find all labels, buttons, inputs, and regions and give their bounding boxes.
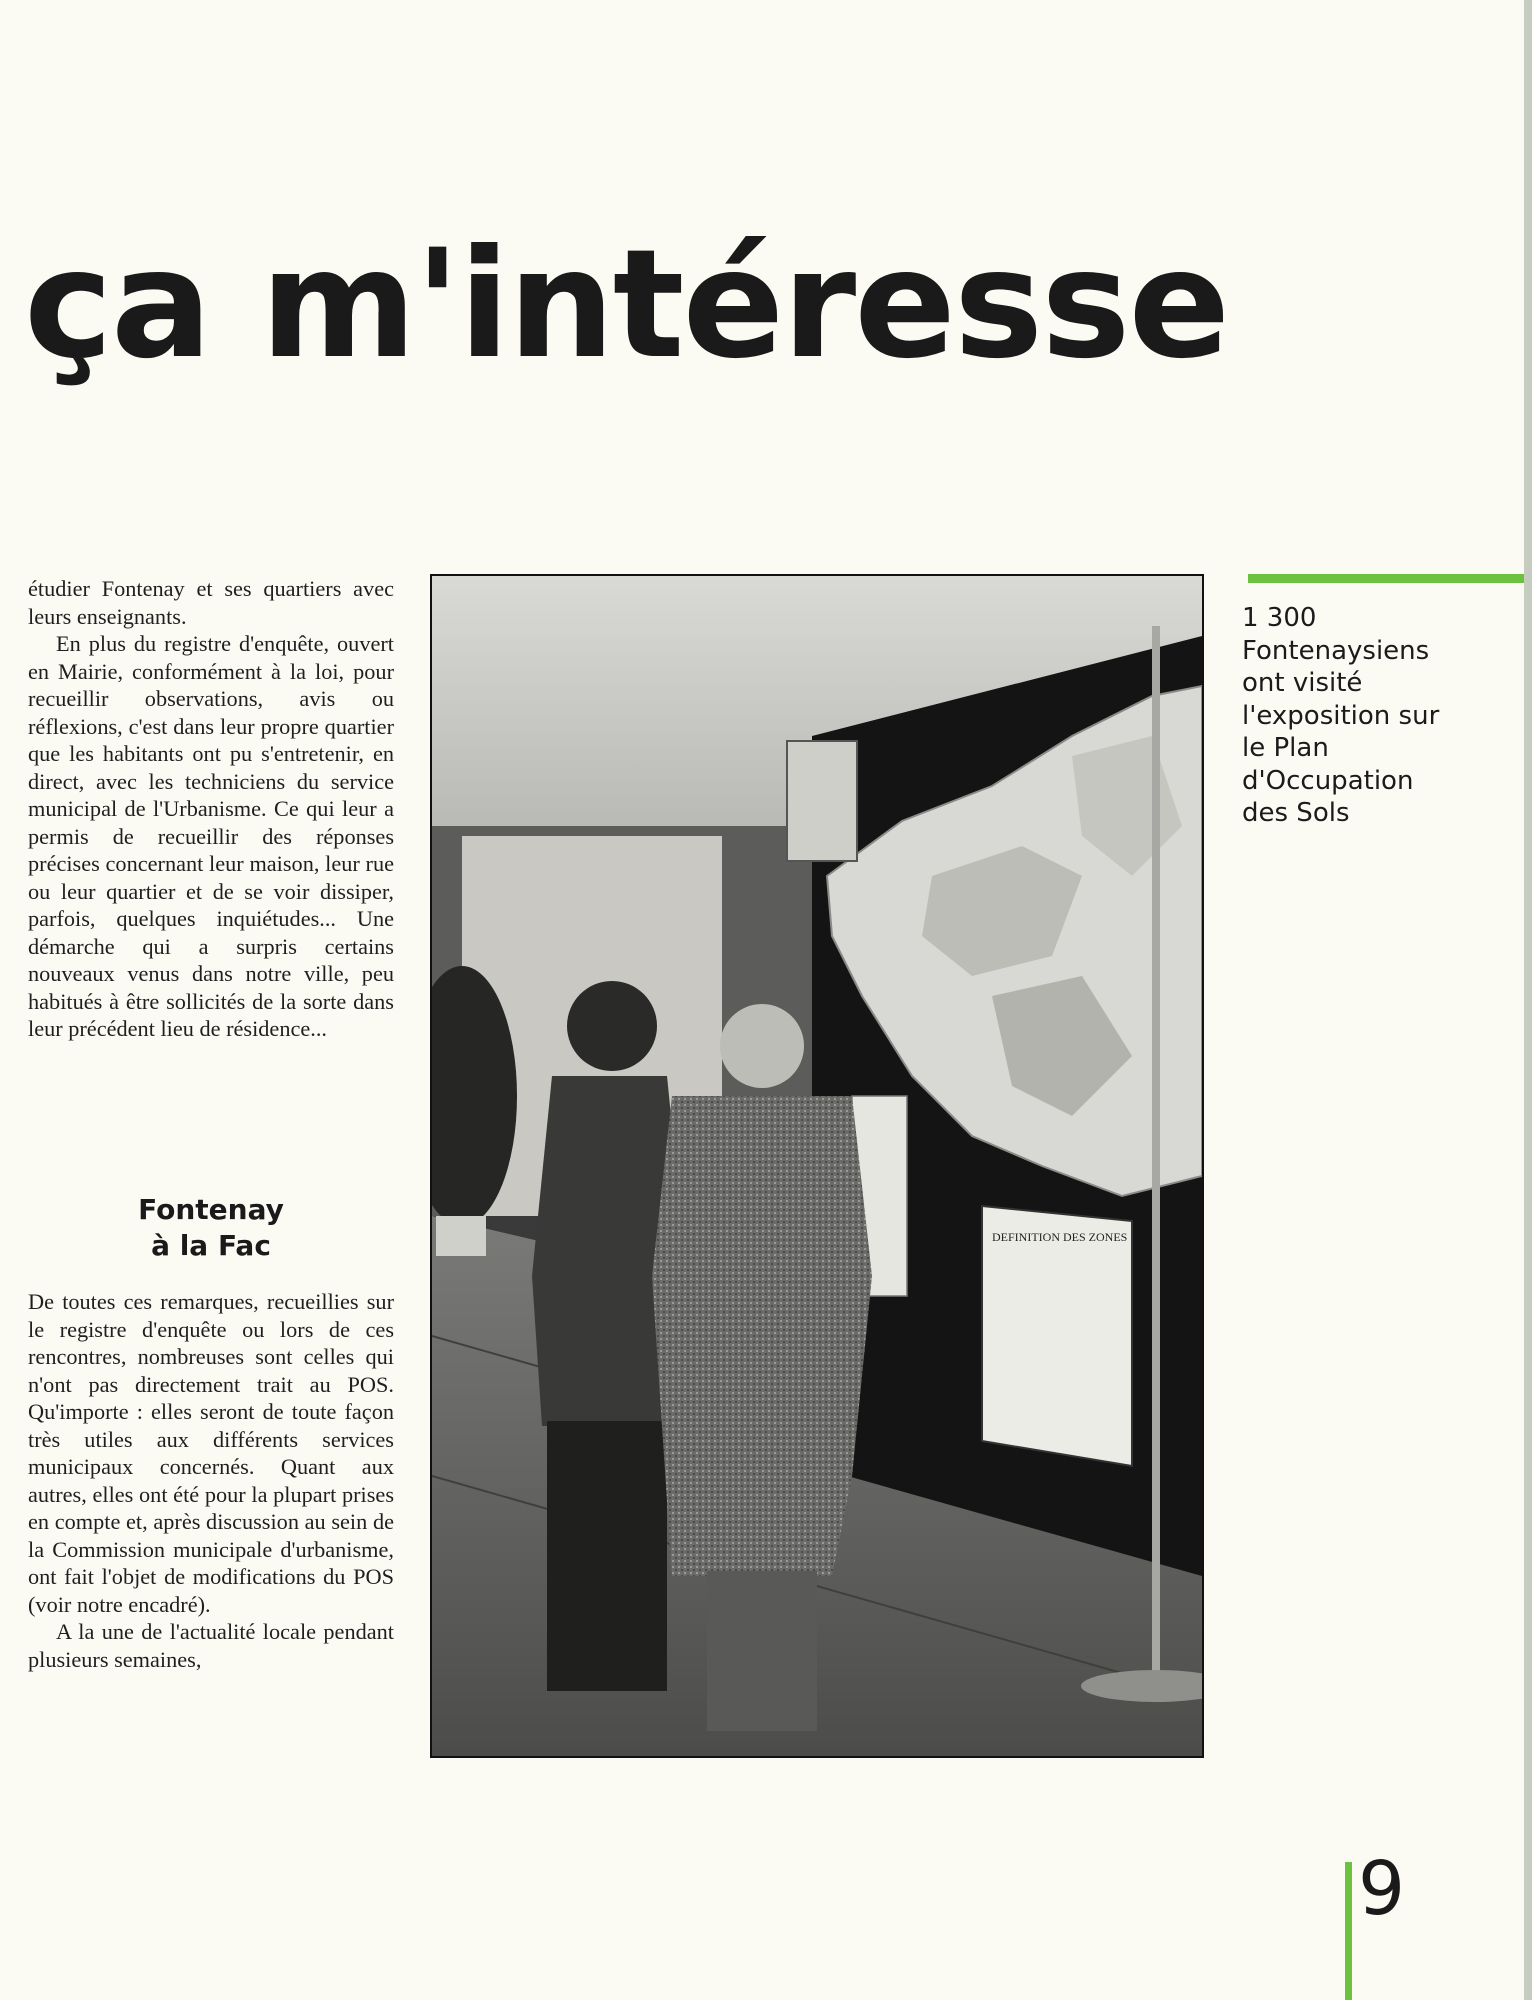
- legend-board: [982, 1206, 1132, 1466]
- visitor-trousers: [707, 1571, 817, 1731]
- man-head: [567, 981, 657, 1071]
- photo-illustration: [432, 576, 1202, 1756]
- subheading-line: Fontenay: [138, 1193, 284, 1226]
- visitor-coat: [652, 1096, 872, 1576]
- page-edge: [1524, 0, 1532, 2000]
- caption-line: des Sols: [1242, 798, 1350, 828]
- subheading-line: à la Fac: [151, 1229, 271, 1262]
- caption-line: l'exposition sur: [1242, 700, 1440, 731]
- page-title: ça m'intéresse: [24, 218, 1229, 392]
- plant-pot: [436, 1216, 486, 1256]
- caption-line: le Plan: [1242, 733, 1329, 763]
- man-trousers: [547, 1421, 667, 1691]
- photo-caption: [1242, 602, 1522, 830]
- display-pole: [1152, 626, 1160, 1686]
- caption-line: d'Occupation: [1242, 765, 1414, 796]
- legend-title: DEFINITION DES ZONES: [992, 1230, 1128, 1244]
- caption-line: 1 300: [1242, 603, 1317, 633]
- article-column-bottom: [28, 1288, 394, 1673]
- page-number-bar: [1345, 1862, 1352, 2000]
- subheading: [28, 1192, 394, 1264]
- visitor-head: [720, 1004, 804, 1088]
- info-sign: [787, 741, 857, 861]
- caption-line: Fontenaysiens: [1242, 635, 1430, 666]
- paragraph: A la une de l'actualité locale pendant plusieurs semaines,: [28, 1619, 394, 1672]
- article-column-top: [28, 575, 394, 1043]
- exhibition-photo: [430, 574, 1204, 1758]
- caption-line: ont visité: [1242, 668, 1363, 698]
- paragraph: étudier Fontenay et ses quartiers avec leurs enseignants.: [28, 576, 394, 629]
- caption-rule: [1248, 574, 1532, 583]
- paragraph: De toutes ces remarques, recueillies sur le registre d'enquête ou lors de ces rencontres, nombreuses sont celles qui n'ont pas directement trait au POS. Qu'importe : elles seront de toute façon très utiles aux différents services municipaux concernés. Quant aux autres, elles ont été pour la plupart prises en compte et, après discussion au sein de la Commission municipale d'urbanisme, ont fait l'objet de modifications du POS (voir notre encadré).: [28, 1289, 394, 1617]
- paragraph: En plus du registre d'enquête, ouvert en Mairie, conformément à la loi, pour recueillir observations, avis ou réflexions, c'est dans leur propre quartier que les habitants ont pu s'entretenir, en direct, avec les techniciens du service municipal de l'Urbanisme. Ce qui leur a permis de recueillir des réponses précises concernant leur maison, leur rue ou leur quartier et de se voir dissiper, parfois, quelques inquiétudes... Une démarche qui a surpris certains nouveaux venus dans notre ville, peu habitués à être sollicités de la sorte dans leur précédent lieu de résidence...: [28, 631, 394, 1041]
- page-number: 9: [1358, 1846, 1406, 1932]
